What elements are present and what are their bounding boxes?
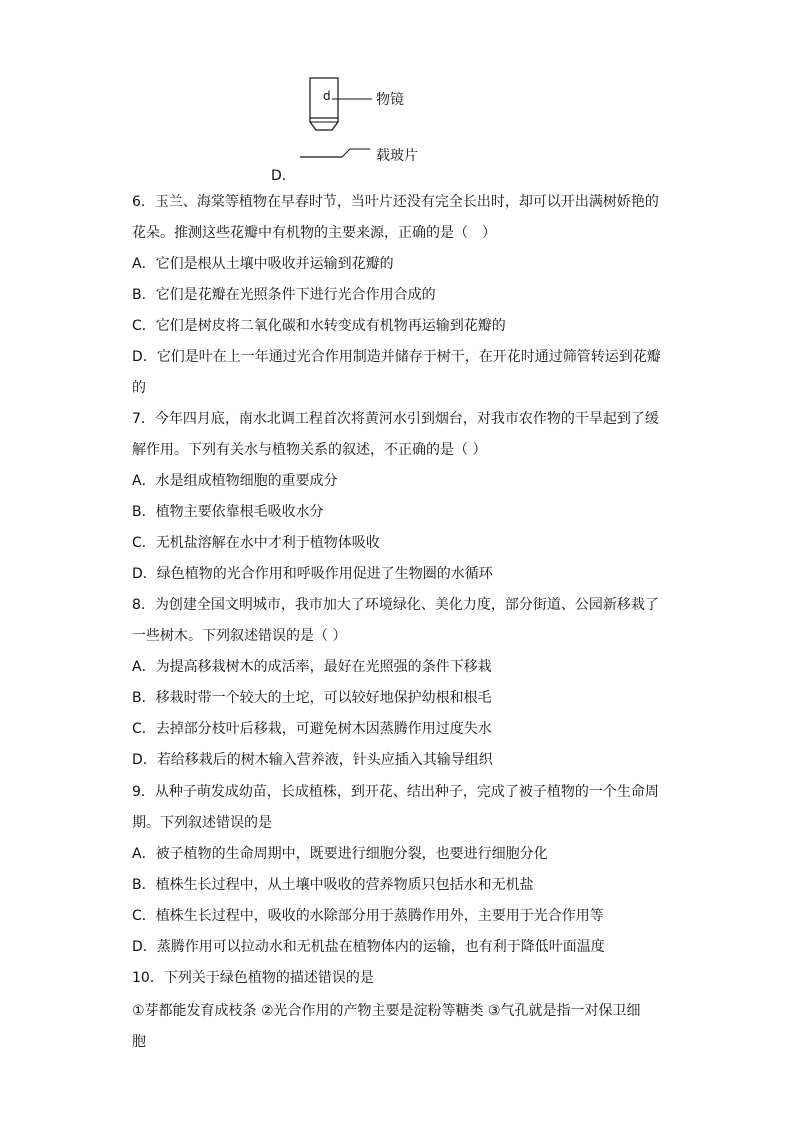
q9-option-b: B．植株生长过程中，从土壤中吸收的营养物质只包括水和无机盐 (132, 877, 534, 893)
q8-option-d: D．若给移栽后的树木输入营养液，针头应插入其输导组织 (132, 752, 493, 768)
q9-stem-line2: 期。下列叙述错误的是 (132, 815, 272, 831)
q8-option-a: A．为提高移栽树木的成活率，最好在光照强的条件下移栽 (132, 659, 492, 675)
slide-label: 载玻片 (376, 148, 418, 164)
q6-option-b: B．它们是花瓣在光照条件下进行光合作用合成的 (132, 287, 436, 303)
q9-option-c: C．植株生长过程中，吸收的水除部分用于蒸腾作用外，主要用于光合作用等 (132, 908, 604, 924)
q7-stem-line2: 解作用。下列有关水与植物关系的叙述，不正确的是（ ） (132, 442, 487, 458)
q6-stem-line2: 花朵。推测这些花瓣中有机物的主要来源，正确的是（ ） (132, 225, 496, 241)
q10-statements-line2: 胞 (132, 1034, 146, 1050)
q10-statements-line1: ①芽都能发育成枝条 ②光合作用的产物主要是淀粉等糖类 ③气孔就是指一对保卫细 (132, 1003, 641, 1019)
q9-option-d: D．蒸腾作用可以拉动水和无机盐在植物体内的运输，也有利于降低叶面温度 (132, 939, 605, 955)
q10-stem: 10．下列关于绿色植物的描述错误的是 (132, 970, 374, 986)
microscope-diagram (271, 70, 450, 185)
q8-option-b: B．移栽时带一个较大的土坨，可以较好地保护幼根和根毛 (132, 690, 492, 706)
q7-option-d: D．绿色植物的光合作用和呼吸作用促进了生物圈的水循环 (132, 566, 493, 582)
q6-stem-line1: 6．玉兰、海棠等植物在早春时节，当叶片还没有完全长出时，却可以开出满树娇艳的 (132, 194, 659, 210)
slide-pointer (342, 149, 370, 157)
objective-lens-tip (310, 118, 338, 130)
q6-option-a: A．它们是根从土壤中吸收并运输到花瓣的 (132, 256, 394, 272)
q9-option-a: A．被子植物的生命周期中，既要进行细胞分裂，也要进行细胞分化 (132, 846, 548, 862)
option-d-label: D． (271, 168, 296, 184)
q7-option-c: C．无机盐溶解在水中才利于植物体吸收 (132, 535, 380, 551)
objective-slide-drawing (290, 70, 450, 185)
q8-stem-line1: 8．为创建全国文明城市，我市加大了环境绿化、美化力度，部分街道、公园新移栽了 (132, 597, 659, 613)
q7-option-a: A．水是组成植物细胞的重要成分 (132, 473, 338, 489)
letter-d: d (323, 89, 331, 103)
q6-option-d-cont: 的 (132, 380, 146, 396)
q6-option-d: D．它们是叶在上一年通过光合作用制造并储存于树干，在开花时通过筛管转运到花瓣 (132, 349, 661, 365)
objective-label: 物镜 (376, 92, 404, 108)
q9-stem-line1: 9．从种子萌发成幼苗，长成植株，到开花、结出种子，完成了被子植物的一个生命周 (132, 784, 659, 800)
q6-option-c: C．它们是树皮将二氧化碳和水转变成有机物再运输到花瓣的 (132, 318, 506, 334)
q7-stem-line1: 7．今年四月底，南水北调工程首次将黄河水引到烟台，对我市农作物的干旱起到了缓 (132, 411, 659, 427)
q8-stem-line2: 一些树木。下列叙述错误的是（ ） (132, 628, 347, 644)
q8-option-c: C．去掉部分枝叶后移栽，可避免树木因蒸腾作用过度失水 (132, 721, 492, 737)
q7-option-b: B．植物主要依靠根毛吸收水分 (132, 504, 324, 520)
